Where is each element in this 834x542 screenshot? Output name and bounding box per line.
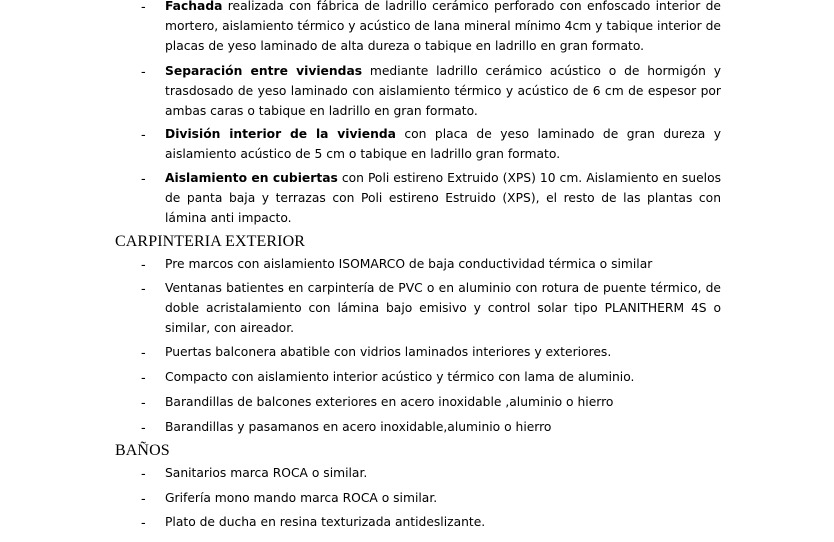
list-item-bold-term: División interior de la vivienda — [165, 127, 396, 141]
list-item-text: Barandillas y pasamanos en acero inoxidable,aluminio o hierro — [165, 420, 552, 434]
list-item-text: Sanitarios marca ROCA o similar. — [165, 466, 368, 480]
list-item — [141, 512, 721, 532]
list-item — [141, 367, 721, 387]
list-item — [141, 392, 721, 412]
list-item-text: Plato de ducha en resina texturizada antideslizante. — [165, 515, 486, 529]
list-item-text: Compacto con aislamiento interior acústico y térmico con lama de aluminio. — [165, 370, 635, 384]
list-item-bold-term: Aislamiento en cubiertas — [165, 171, 338, 185]
list-item — [141, 417, 721, 437]
list-item-bold-term: Fachada — [165, 0, 223, 13]
list-bullet: - — [141, 490, 146, 506]
list-item-text: Barandillas de balcones exteriores en acero inoxidable ,aluminio o hierro — [165, 395, 614, 409]
list-item-text: Ventanas batientes en carpintería de PVC o en aluminio con rotura de puente térmico, de doble acristalamiento con lámina bajo emisivo y control solar tipo PLANITHERM 4S o similar, con aireador. — [165, 281, 721, 335]
list-bullet: - — [141, 369, 146, 385]
list-bullet: - — [141, 280, 146, 296]
list-item-text — [165, 0, 721, 56]
list-item-text — [165, 168, 721, 228]
list-item-description: con placa de yeso laminado de gran dureza y aislamiento acústico de 5 cm o tabique en ladrillo gran formato. — [165, 127, 721, 161]
list-item-fachada — [141, 0, 721, 56]
list-bullet: - — [141, 394, 146, 410]
section-heading-carpinteria: CARPINTERIA EXTERIOR — [115, 233, 305, 250]
list-item-text: Pre marcos con aislamiento ISOMARCO de baja conductividad térmica o similar — [165, 257, 653, 271]
list-bullet: - — [141, 170, 146, 186]
list-item-text — [165, 61, 721, 121]
list-item-text: Grifería mono mando marca ROCA o similar. — [165, 491, 438, 505]
list-item-aislamiento — [141, 168, 721, 228]
list-bullet: - — [141, 0, 146, 14]
list-item-text: Puertas balconera abatible con vidrios laminados interiores y exteriores. — [165, 345, 612, 359]
list-item-description: realizada con fábrica de ladrillo cerámico perforado con enfoscado interior de mortero, aislamiento térmico y acústico de lana mineral mínimo 4cm y tabique interior de placas de yeso laminado de alta dureza o tabique en ladrillo en gran formato. — [165, 0, 721, 53]
list-bullet: - — [141, 419, 146, 435]
list-bullet: - — [141, 344, 146, 360]
list-item-description: mediante ladrillo cerámico acústico o de hormigón y trasdosado de yeso laminado con aislamiento térmico y acústico de 6 cm de espesor por ambas caras o tabique en ladrillo en gran formato. — [165, 64, 721, 118]
list-item — [141, 342, 721, 362]
list-bullet: - — [141, 514, 146, 530]
list-item — [141, 278, 721, 338]
list-item-division — [141, 124, 721, 164]
list-item — [141, 463, 721, 483]
list-item-separacion — [141, 61, 721, 121]
section-heading-banos: BAÑOS — [115, 442, 170, 459]
list-item-text — [165, 124, 721, 164]
list-item — [141, 488, 721, 508]
list-item — [141, 254, 721, 274]
list-item-description: con Poli estireno Extruido (XPS) 10 cm. Aislamiento en suelos de panta baja y terrazas con Poli estireno Estruido (XPS), el resto de las plantas con lámina anti impacto. — [165, 171, 721, 225]
list-bullet: - — [141, 63, 146, 79]
list-bullet: - — [141, 465, 146, 481]
list-bullet: - — [141, 126, 146, 142]
list-item-bold-term: Separación entre viviendas — [165, 64, 363, 78]
list-bullet: - — [141, 256, 146, 272]
